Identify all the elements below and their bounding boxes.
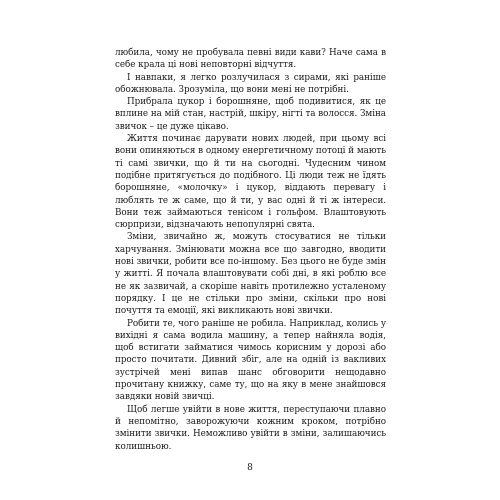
- paragraph: любила, чому не пробувала певні види кави? Наче сама в себе крала ці нові неповторні відчуття.: [115, 48, 386, 71]
- paragraph: Життя починає дарувати нових людей, при цьому всі вони опиняються в одному енергетичному потоці й мають ті самі звички, що й ти на сьогодні. Чудесним чином подібне притягується до подібного. Ці люди теж не їдять борошняне, «молочку» і цукор, віддають перевагу і люблять те ж саме, що й ти, у вас одні й ті ж інтереси. Вони теж займаються тенісом і гольфом. Влаштовують сюрпризи, відзначають непопулярні свята.: [115, 134, 386, 231]
- page-number: 8: [247, 463, 253, 473]
- paragraph: Зміни, звичайно ж, можуть стосуватися не тільки харчування. Змінювати можна все що завгодно, вводити нові звички, робити все по-іншому. Без цього не буде змін у житті. Я почала влаштовувати собі дні, в які роблю все не як зазвичай, а скоріше навіть протилежно усталеному порядку. І це не стільки про зміни, скільки про нові почуття та емоції, які викликають нові звички.: [115, 232, 386, 317]
- paragraph: Щоб легше увійти в нове життя, переступаючи плавно й непомітно, заворожуючи кожним кроком, потрібно змінити звички. Неможливо увійти в зміни, залишаючись колишньою.: [115, 404, 386, 452]
- paragraph: Прибрала цукор і борошняне, щоб подивитися, як це вплине на мій стан, настрій, шкіру, нігті та волосся. Зміна звичок – це дуже цікаво.: [115, 97, 386, 132]
- paragraph: І навпаки, я легко розлучилася з сирами, які раніше обожнювала. Зрозуміла, що вони мені не потрібні.: [115, 72, 386, 95]
- paragraph: Робити те, чого раніше не робила. Наприклад, колись у вихідні я сама водила машину, а тепер найняла водія, щоб встигати займатися чимось корисним у дорозі або просто почитати. Дивний збіг, але на одній із вакливих зустрічей мені випав шанс обговорити нещодавно прочитану книжку, саме ту, що на яку в мене знайшовся завдяки новій звичці.: [115, 318, 386, 403]
- body-text: [115, 47, 386, 453]
